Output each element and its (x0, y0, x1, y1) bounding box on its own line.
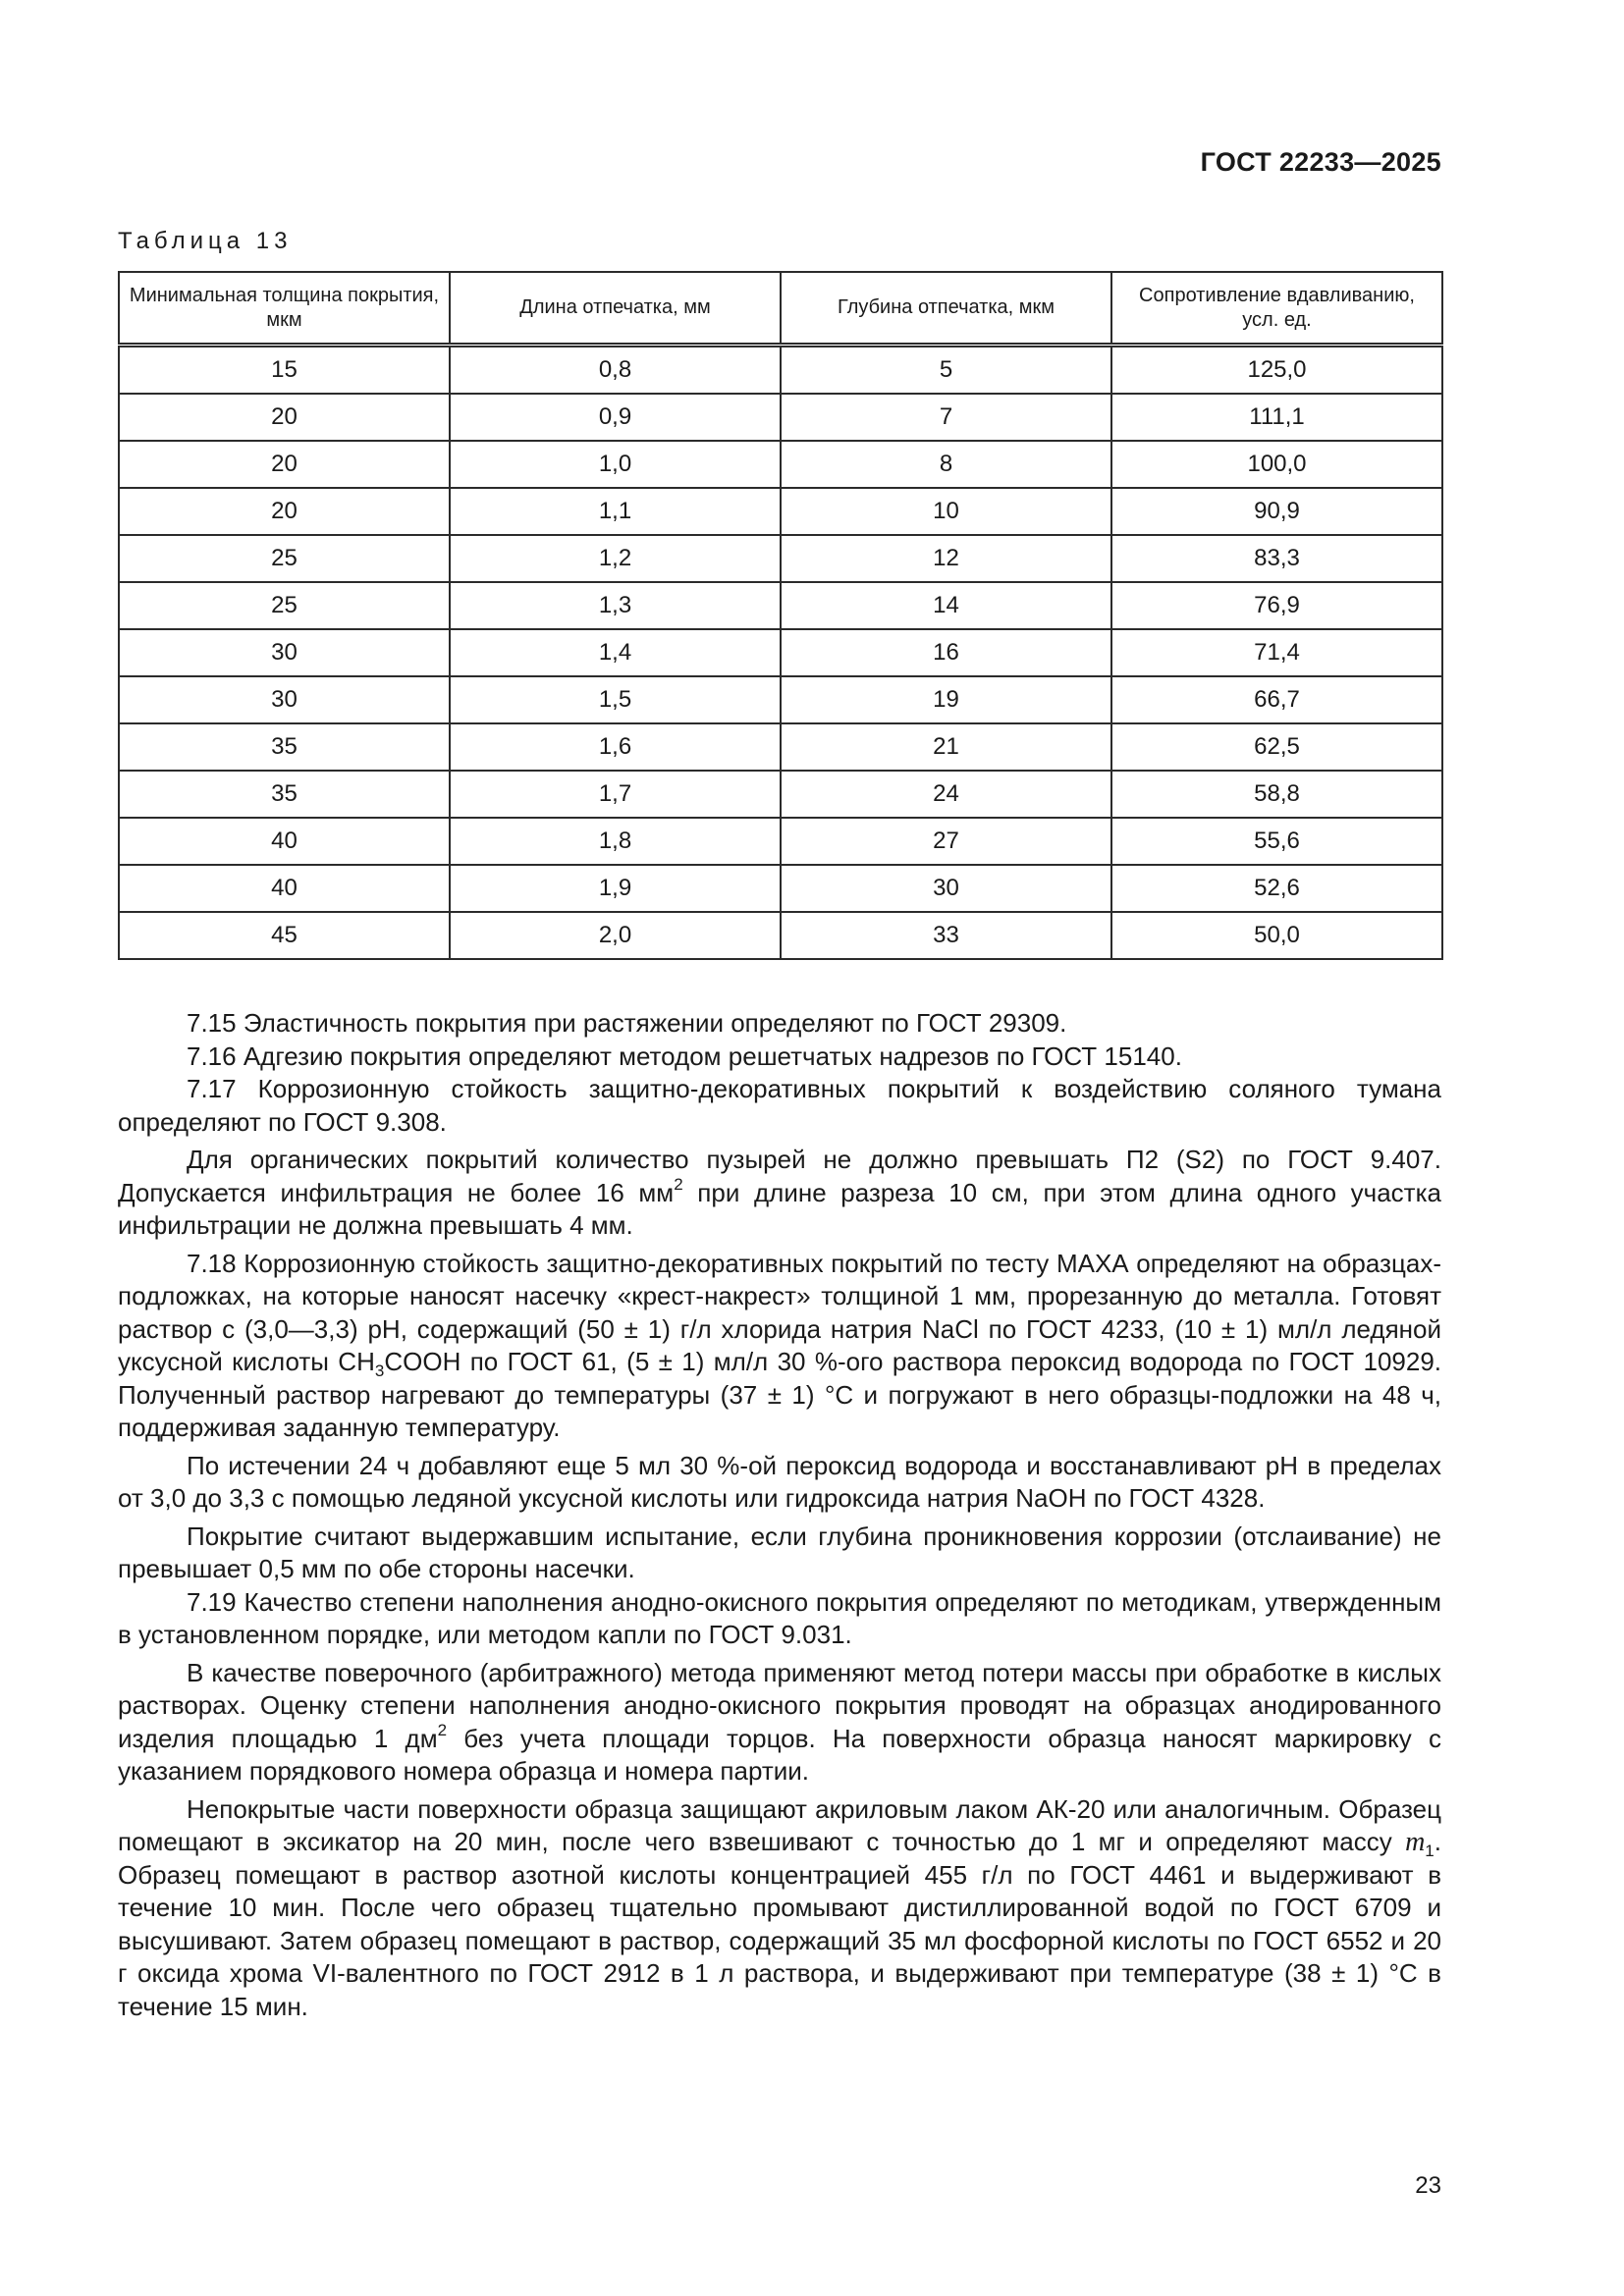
paragraph-uncoated-parts (118, 1793, 1441, 2024)
paragraph-7-17: 7.17 Коррозионную стойкость защитно-декоративных покрытий к воздействию соляного тумана определяют по ГОСТ 9.308. (118, 1074, 1441, 1137)
paragraph-7-15: 7.15 Эластичность покрытия при растяжении определяют по ГОСТ 29309. (187, 1008, 1067, 1038)
table-row (119, 818, 1442, 865)
cell-thickness: 20 (119, 441, 450, 488)
cell-print-depth: 16 (781, 629, 1111, 676)
cell-print-length: 1,7 (450, 771, 781, 818)
cell-resistance: 90,9 (1111, 488, 1442, 535)
text-span: Для органических покрытий количество пузырей не должно превышать П2 (S2) по ГОСТ 9.407. Допускается инфильтрация не более 16 мм (118, 1145, 1441, 1207)
subscript: 1 (1425, 1842, 1435, 1860)
cell-thickness: 15 (119, 346, 450, 395)
cell-print-depth: 30 (781, 865, 1111, 912)
cell-resistance: 62,5 (1111, 723, 1442, 771)
table-row (119, 629, 1442, 676)
text-span: без учета площади торцов. На поверхности образца наносят маркировку с указанием порядкового номера образца и номера партии. (118, 1723, 1441, 1786)
subscript: 3 (374, 1362, 385, 1380)
cell-print-length: 1,8 (450, 818, 781, 865)
cell-thickness: 35 (119, 771, 450, 818)
cell-print-depth: 21 (781, 723, 1111, 771)
paragraph-arbitration-method (118, 1657, 1441, 1789)
cell-print-length: 1,2 (450, 535, 781, 582)
superscript: 2 (437, 1720, 448, 1739)
cell-resistance: 50,0 (1111, 912, 1442, 959)
table-body (119, 346, 1442, 960)
text-span: Непокрытые части поверхности образца защищают акриловым лаком АК-20 или аналогичным. Образец помещают в эксикатор на 20 мин, после чего взвешивают с точностью до 1 мг и определяют массу (118, 1793, 1441, 1856)
cell-thickness: 30 (119, 676, 450, 723)
cell-print-depth: 12 (781, 535, 1111, 582)
table-row (119, 865, 1442, 912)
cell-thickness: 45 (119, 912, 450, 959)
cell-thickness: 30 (119, 629, 450, 676)
cell-thickness: 20 (119, 394, 450, 441)
cell-print-length: 1,9 (450, 865, 781, 912)
cell-resistance: 66,7 (1111, 676, 1442, 723)
text-span: . Образец помещают в раствор азотной кислоты концентрацией 455 г/л по ГОСТ 4461 и выдерживают в течение 10 мин. После чего образец тщательно промывают дистиллированной водой по ГОСТ 6709 и высушивают. Затем образец помещают в раствор, содержащий 35 мл фосфорной кислоты по ГОСТ 6552 и 20 г оксида хрома VI-валентного по ГОСТ 2912 в 1 л раствора, и выдерживают при температуре (38 ± 1) °С в течение 15 мин. (118, 1827, 1441, 2021)
cell-thickness: 35 (119, 723, 450, 771)
text-span: 7.18 Коррозионную стойкость защитно-декоративных покрытий по тесту МАХА определяют на образцах-подложках, на которые наносят насечку «крест-накрест» толщиной 1 мм, прорезанную до металла. Готовят раствор с (3,0—3,3) pH, содержащий (50 ± 1) г/л хлорида натрия NaCl по ГОСТ 4233, (10 ± 1) мл/л ледяной уксусной кислоты CH (118, 1248, 1441, 1376)
table-row (119, 394, 1442, 441)
paragraph-7-16: 7.16 Адгезию покрытия определяют методом решетчатых надрезов по ГОСТ 15140. (187, 1041, 1182, 1071)
cell-resistance: 125,0 (1111, 346, 1442, 395)
cell-thickness: 40 (119, 818, 450, 865)
table-row (119, 676, 1442, 723)
column-header-resistance: Сопротивление вдавливанию, усл. ед. (1111, 272, 1442, 346)
table-row (119, 535, 1442, 582)
table-row (119, 723, 1442, 771)
cell-thickness: 25 (119, 535, 450, 582)
cell-print-length: 0,9 (450, 394, 781, 441)
cell-print-length: 2,0 (450, 912, 781, 959)
text-span: В качестве поверочного (арбитражного) метода применяют метод потери массы при обработке в кислых растворах. Оценку степени наполнения анодно-окисного покрытия проводят на образцах анодированного изделия площадью 1 дм (118, 1657, 1441, 1753)
cell-print-depth: 24 (781, 771, 1111, 818)
cell-print-length: 1,4 (450, 629, 781, 676)
cell-resistance: 58,8 (1111, 771, 1442, 818)
cell-print-length: 0,8 (450, 346, 781, 395)
mass-variable: m (1405, 1827, 1426, 1857)
cell-thickness: 20 (119, 488, 450, 535)
paragraph-7-18 (118, 1248, 1441, 1445)
cell-print-depth: 27 (781, 818, 1111, 865)
cell-resistance: 111,1 (1111, 394, 1442, 441)
paragraph-7-19: 7.19 Качество степени наполнения анодно-окисного покрытия определяют по методикам, утвержденным в установленном порядке, или методом капли по ГОСТ 9.031. (118, 1586, 1441, 1649)
table-row (119, 346, 1442, 395)
text-span: при длине разреза 10 см, при этом длина одного участка инфильтрации не должна превышать 4 мм. (118, 1177, 1441, 1240)
cell-resistance: 71,4 (1111, 629, 1442, 676)
column-header-thickness: Минимальная толщина покрытия, мкм (119, 272, 450, 346)
cell-thickness: 25 (119, 582, 450, 629)
paragraph-after-24h: По истечении 24 ч добавляют еще 5 мл 30 %-ой пероксид водорода и восстанавливают pH в пределах от 3,0 до 3,3 с помощью ледяной уксусной кислоты или гидроксида натрия NaOH по ГОСТ 4328. (118, 1450, 1441, 1513)
cell-resistance: 100,0 (1111, 441, 1442, 488)
superscript: 2 (674, 1174, 683, 1194)
cell-resistance: 55,6 (1111, 818, 1442, 865)
cell-print-depth: 19 (781, 676, 1111, 723)
table-header-row (119, 272, 1442, 346)
cell-print-depth: 5 (781, 346, 1111, 395)
column-header-print-length: Длина отпечатка, мм (450, 272, 781, 346)
cell-print-length: 1,0 (450, 441, 781, 488)
cell-print-length: 1,3 (450, 582, 781, 629)
cell-thickness: 40 (119, 865, 450, 912)
table-row (119, 912, 1442, 959)
cell-print-depth: 10 (781, 488, 1111, 535)
table-row (119, 582, 1442, 629)
cell-print-length: 1,1 (450, 488, 781, 535)
cell-print-depth: 33 (781, 912, 1111, 959)
cell-resistance: 83,3 (1111, 535, 1442, 582)
cell-resistance: 76,9 (1111, 582, 1442, 629)
cell-print-depth: 8 (781, 441, 1111, 488)
cell-print-depth: 14 (781, 582, 1111, 629)
cell-print-depth: 7 (781, 394, 1111, 441)
column-header-print-depth: Глубина отпечатка, мкм (781, 272, 1111, 346)
text-span: COOH по ГОСТ 61, (5 ± 1) мл/л 30 %-ого раствора пероксид водорода по ГОСТ 10929. Полученный раствор нагревают до температуры (37 ± 1) °С и погружают в него образцы-подложки на 48 ч, поддерживая заданную температуру. (118, 1347, 1442, 1442)
cell-print-length: 1,6 (450, 723, 781, 771)
page-number: 23 (1415, 2172, 1441, 2199)
paragraph-test-passed: Покрытие считают выдержавшим испытание, если глубина проникновения коррозии (отслаивание) не превышает 0,5 мм по обе стороны насечки. (118, 1521, 1441, 1583)
cell-resistance: 52,6 (1111, 865, 1442, 912)
table-row (119, 771, 1442, 818)
data-table (118, 271, 1443, 960)
table-row (119, 488, 1442, 535)
body-text (118, 1007, 1441, 2023)
document-header: ГОСТ 22233—2025 (1200, 147, 1441, 177)
table-row (119, 441, 1442, 488)
cell-print-length: 1,5 (450, 676, 781, 723)
paragraph-organic-coatings (118, 1144, 1441, 1243)
table-caption: Таблица 13 (118, 228, 293, 254)
